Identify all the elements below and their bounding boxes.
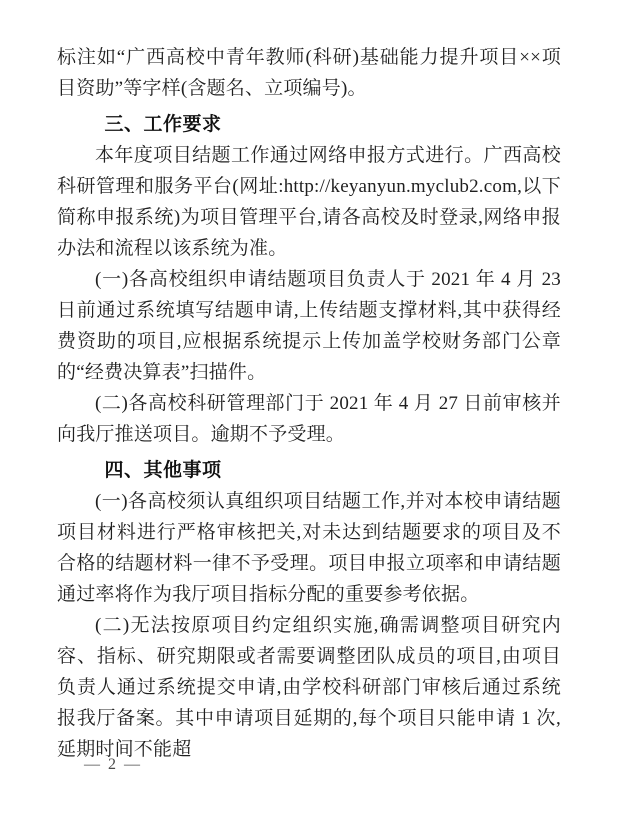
section-heading-other-matters: 四、其他事项 [104, 460, 222, 481]
page-number: — 2 — [84, 756, 142, 773]
paragraph-online-application: 本年度项目结题工作通过网络申报方式进行。广西高校科研管理和服务平台(网址:http://keyanyun.myclub2.com,以下简称申报系统)为项目管理平台,请各高校及时登录,网络申报办法和流程以该系统为准。 [57, 145, 561, 259]
paragraph-other-item-1: (一)各高校须认真组织项目结题工作,并对本校申请结题项目材料进行严格审核把关,对未达到结题要求的项目及不合格的结题材料一律不予受理。项目申报立项率和申请结题通过率将作为我厅项目指标分配的重要参考依据。 [57, 491, 561, 605]
paragraph-continuation: 标注如“广西高校中青年教师(科研)基础能力提升项目××项目资助”等字样(含题名、立项编号)。 [57, 47, 561, 99]
document-body [57, 42, 561, 765]
paragraph-other-item-2: (二)无法按原项目约定组织实施,确需调整项目研究内容、指标、研究期限或者需要调整团队成员的项目,由项目负责人通过系统提交申请,由学校科研部门审核后通过系统报我厅备案。其中申请项目延期的,每个项目只能申请 1 次,延期时间不能超 [57, 615, 561, 760]
paragraph-item-1-deadline: (一)各高校组织申请结题项目负责人于 2021 年 4 月 23 日前通过系统填写结题申请,上传结题支撑材料,其中获得经费资助的项目,应根据系统提示上传加盖学校财务部门公章的“经费决算表”扫描件。 [57, 269, 561, 383]
paragraph-item-2-review: (二)各高校科研管理部门于 2021 年 4 月 27 日前审核并向我厅推送项目。逾期不予受理。 [57, 393, 561, 445]
section-heading-work-requirements: 三、工作要求 [104, 114, 222, 135]
